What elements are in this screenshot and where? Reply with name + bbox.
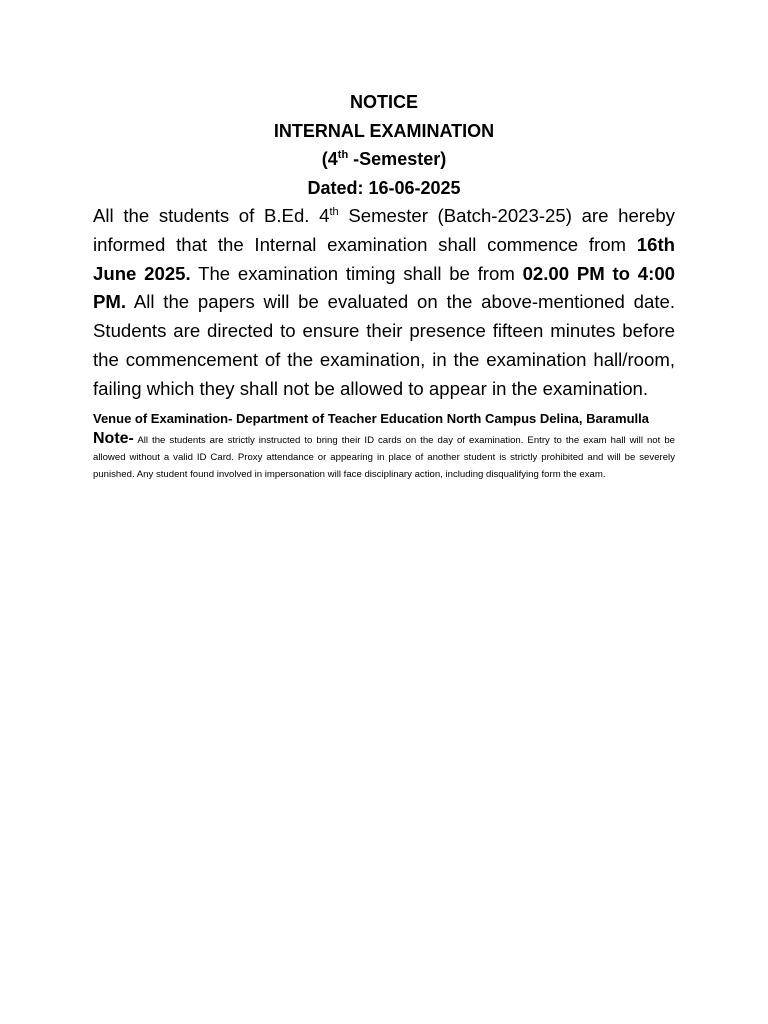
notice-note: [93, 430, 675, 483]
body-part-4: All the papers will be evaluated on the above-mentioned date. Students are directed to ensure their presence fifteen minutes before the commencement of the examination, in the examination hall/room, failing which they shall not be allowed to appear in the examination.: [93, 291, 675, 399]
body-superscript: th: [329, 205, 339, 218]
exam-timing: 02.00 PM to 4:00 PM.: [93, 262, 675, 313]
notice-body: [93, 202, 675, 404]
note-label: Note-: [93, 429, 134, 447]
note-text: All the students are strictly instructed to bring their ID cards on the day of examination. Entry to the exam hall will not be allowed without a valid ID Card. Proxy attendance or appearing in place of another student is strictly prohibited and will be severely punished. Any student found involved in impersonation will face disciplinary action, including disqualifying form the exam.: [93, 434, 675, 480]
body-part-2: Semester (Batch-2023-25) are hereby informed that the Internal examination shall commence from: [93, 205, 675, 255]
body-part-3: The examination timing shall be from: [190, 262, 523, 284]
semester-superscript: th: [337, 149, 349, 161]
exam-venue: Venue of Examination- Department of Teacher Education North Campus Delina, Baramulla: [93, 410, 649, 426]
semester-heading: [93, 145, 675, 174]
notice-subtitle: INTERNAL EXAMINATION: [273, 120, 495, 141]
semester-close: -Semester): [348, 149, 447, 169]
semester-open: (4: [321, 149, 338, 169]
notice-date: Dated: 16-06-2025: [307, 177, 461, 198]
notice-title: NOTICE: [349, 92, 418, 112]
notice-document: [93, 88, 675, 483]
start-date: 16th June 2025.: [93, 233, 675, 284]
body-part-1: All the students of B.Ed. 4: [93, 205, 330, 226]
